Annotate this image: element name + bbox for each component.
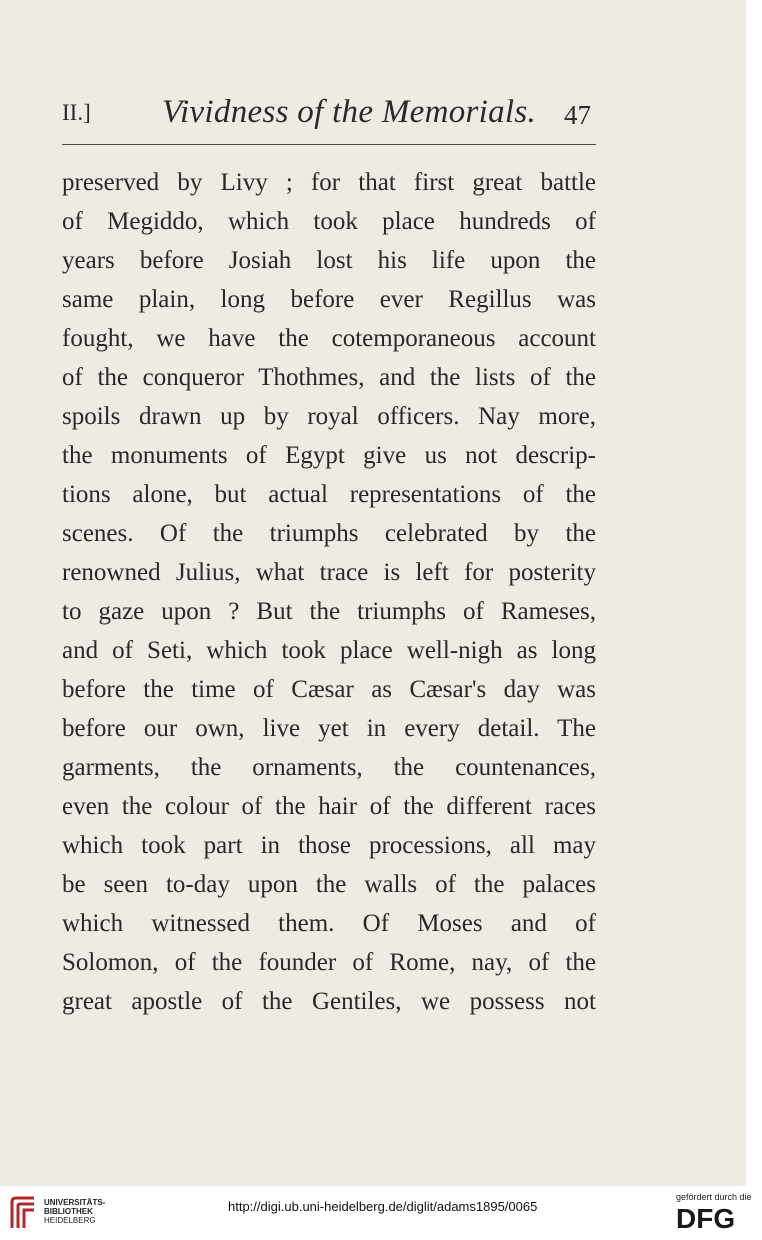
text-line: preserved by Livy ; for that first great battle	[62, 169, 596, 196]
page-edge	[746, 0, 754, 1186]
library-name-line1: UNIVERSITÄTS-	[44, 1198, 106, 1207]
text-line: even the colour of the hair of the different races	[62, 793, 596, 820]
text-line: which witnessed them. Of Moses and of	[62, 910, 596, 937]
text-line: great apostle of the Gentiles, we possess not	[62, 988, 596, 1015]
text-line: scenes. Of the triumphs celebrated by the	[62, 520, 596, 547]
text-line: of the conqueror Thothmes, and the lists of the	[62, 364, 596, 391]
footer-bar	[0, 1186, 762, 1240]
library-name	[44, 1198, 105, 1225]
funded-by-label: gefördert durch die	[676, 1192, 752, 1202]
text-line: fought, we have the cotemporaneous account	[62, 325, 596, 352]
text-line: Solomon, of the founder of Rome, nay, of the	[62, 949, 596, 976]
running-head	[62, 94, 602, 134]
library-name-line2: BIBLIOTHEK	[44, 1207, 93, 1216]
text-line: tions alone, but actual representations of the	[62, 481, 596, 508]
text-line: be seen to-day upon the walls of the palaces	[62, 871, 596, 898]
university-library-logo-icon	[8, 1194, 38, 1232]
text-line: of Megiddo, which took place hundreds of	[62, 208, 596, 235]
text-line: before the time of Cæsar as Cæsar's day was	[62, 676, 596, 703]
text-line: spoils drawn up by royal officers. Nay more,	[62, 403, 596, 430]
dfg-logo-text: DFG	[676, 1203, 736, 1232]
chapter-marker: II.]	[62, 100, 91, 125]
dfg-logo-icon	[676, 1202, 754, 1232]
text-line: same plain, long before ever Regillus was	[62, 286, 596, 313]
text-line: to gaze upon ? But the triumphs of Rameses,	[62, 598, 596, 625]
text-line: years before Josiah lost his life upon the	[62, 247, 596, 274]
text-line: and of Seti, which took place well-nigh as long	[62, 637, 596, 664]
body-text	[62, 163, 596, 1021]
header-rule	[62, 144, 596, 145]
text-line: before our own, live yet in every detail. The	[62, 715, 596, 742]
source-url-link[interactable]: http://digi.ub.uni-heidelberg.de/diglit/adams1895/0065	[228, 1199, 538, 1214]
text-line: the monuments of Egypt give us not descrip-	[62, 442, 596, 469]
library-name-line3: HEIDELBERG	[44, 1216, 96, 1225]
text-line: garments, the ornaments, the countenances,	[62, 754, 596, 781]
page-number: 47	[564, 100, 591, 130]
text-line: which took part in those processions, all may	[62, 832, 596, 859]
running-title: Vividness of the Memorials.	[162, 94, 537, 130]
text-line: renowned Julius, what trace is left for posterity	[62, 559, 596, 586]
